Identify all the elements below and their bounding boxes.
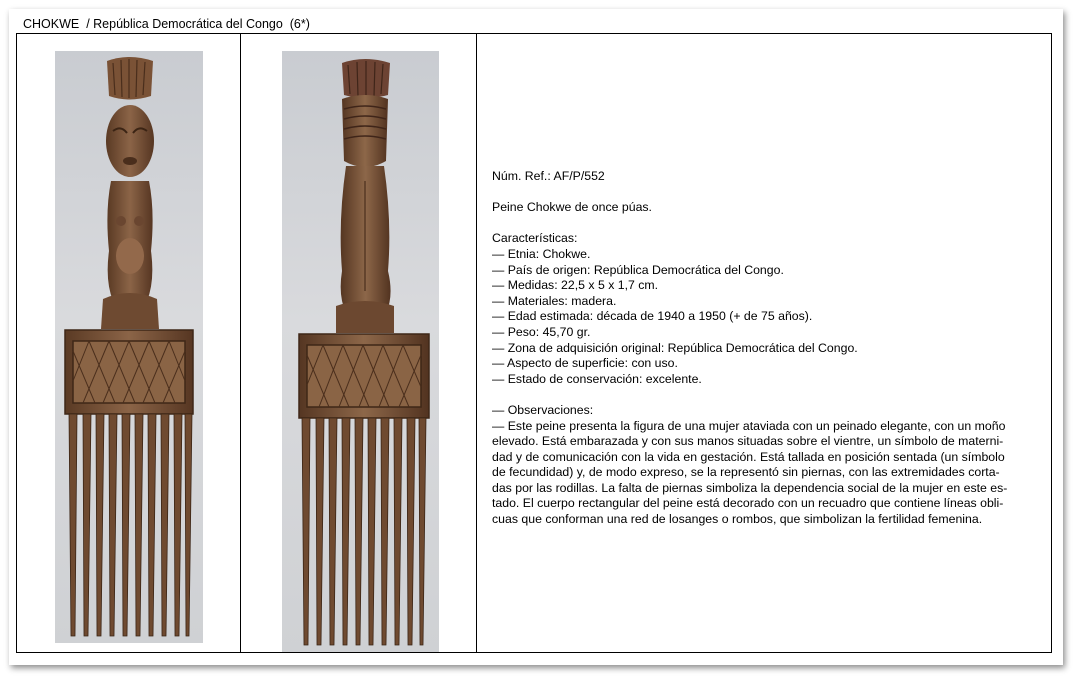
observations-line: dad y de comunicación con la vida en gestación. Está tallada en posición sentada (un símbolo xyxy=(492,449,1005,464)
observations-line: — Este peine presenta la figura de una mujer ataviada con un peinado elegante, con un moño xyxy=(492,418,1006,433)
observations-line: tado. El cuerpo rectangular del peine está decorado con un recuadro que contiene líneas obli- xyxy=(492,496,1004,511)
characteristic-item: — Estado de conservación: excelente. xyxy=(492,371,702,386)
observations-line: elevado. Está embarazada y con sus manos situadas sobre el vientre, un símbolo de materni- xyxy=(492,434,1004,449)
characteristic-item: — Peso: 45,70 gr. xyxy=(492,324,591,339)
column-divider xyxy=(240,34,241,652)
observations-title: — Observaciones: xyxy=(492,402,594,417)
observations-line: das por las rodillas. La falta de piernas simboliza la dependencia social de la mujer en este es- xyxy=(492,480,1008,495)
observations-line: cuas que conforman una red de losanges o rombos, que simbolizan la fertilidad femenina. xyxy=(492,512,983,527)
comb-front-photo xyxy=(55,51,203,643)
comb-back-illustration xyxy=(282,51,439,652)
comb-back-photo xyxy=(282,51,439,652)
characteristic-item: — Zona de adquisición original: República Democrática del Congo. xyxy=(492,340,858,355)
observations-line: de fecundidad) y, de modo expreso, se la representó sin piernas, con las extremidades corta- xyxy=(492,465,1000,480)
characteristic-item: — Edad estimada: década de 1940 a 1950 (+ de 75 años). xyxy=(492,309,813,324)
characteristic-item: — Materiales: madera. xyxy=(492,293,617,308)
object-name: Peine Chokwe de once púas. xyxy=(492,200,652,215)
catalog-table xyxy=(16,33,1052,653)
comb-front-illustration xyxy=(55,51,203,643)
characteristic-item: — Medidas: 22,5 x 5 x 1,7 cm. xyxy=(492,278,659,293)
characteristic-item: — Etnia: Chokwe. xyxy=(492,246,591,261)
characteristics-title: Características: xyxy=(492,231,578,246)
characteristic-item: — País de origen: República Democrática del Congo. xyxy=(492,262,784,277)
page-header: CHOKWE / República Democrática del Congo (6*) xyxy=(23,17,310,31)
column-divider xyxy=(476,34,477,652)
characteristic-item: — Aspecto de superficie: con uso. xyxy=(492,356,678,371)
object-description xyxy=(492,169,1052,528)
reference-number: Núm. Ref.: AF/P/552 xyxy=(492,169,605,183)
document-page xyxy=(9,9,1063,665)
